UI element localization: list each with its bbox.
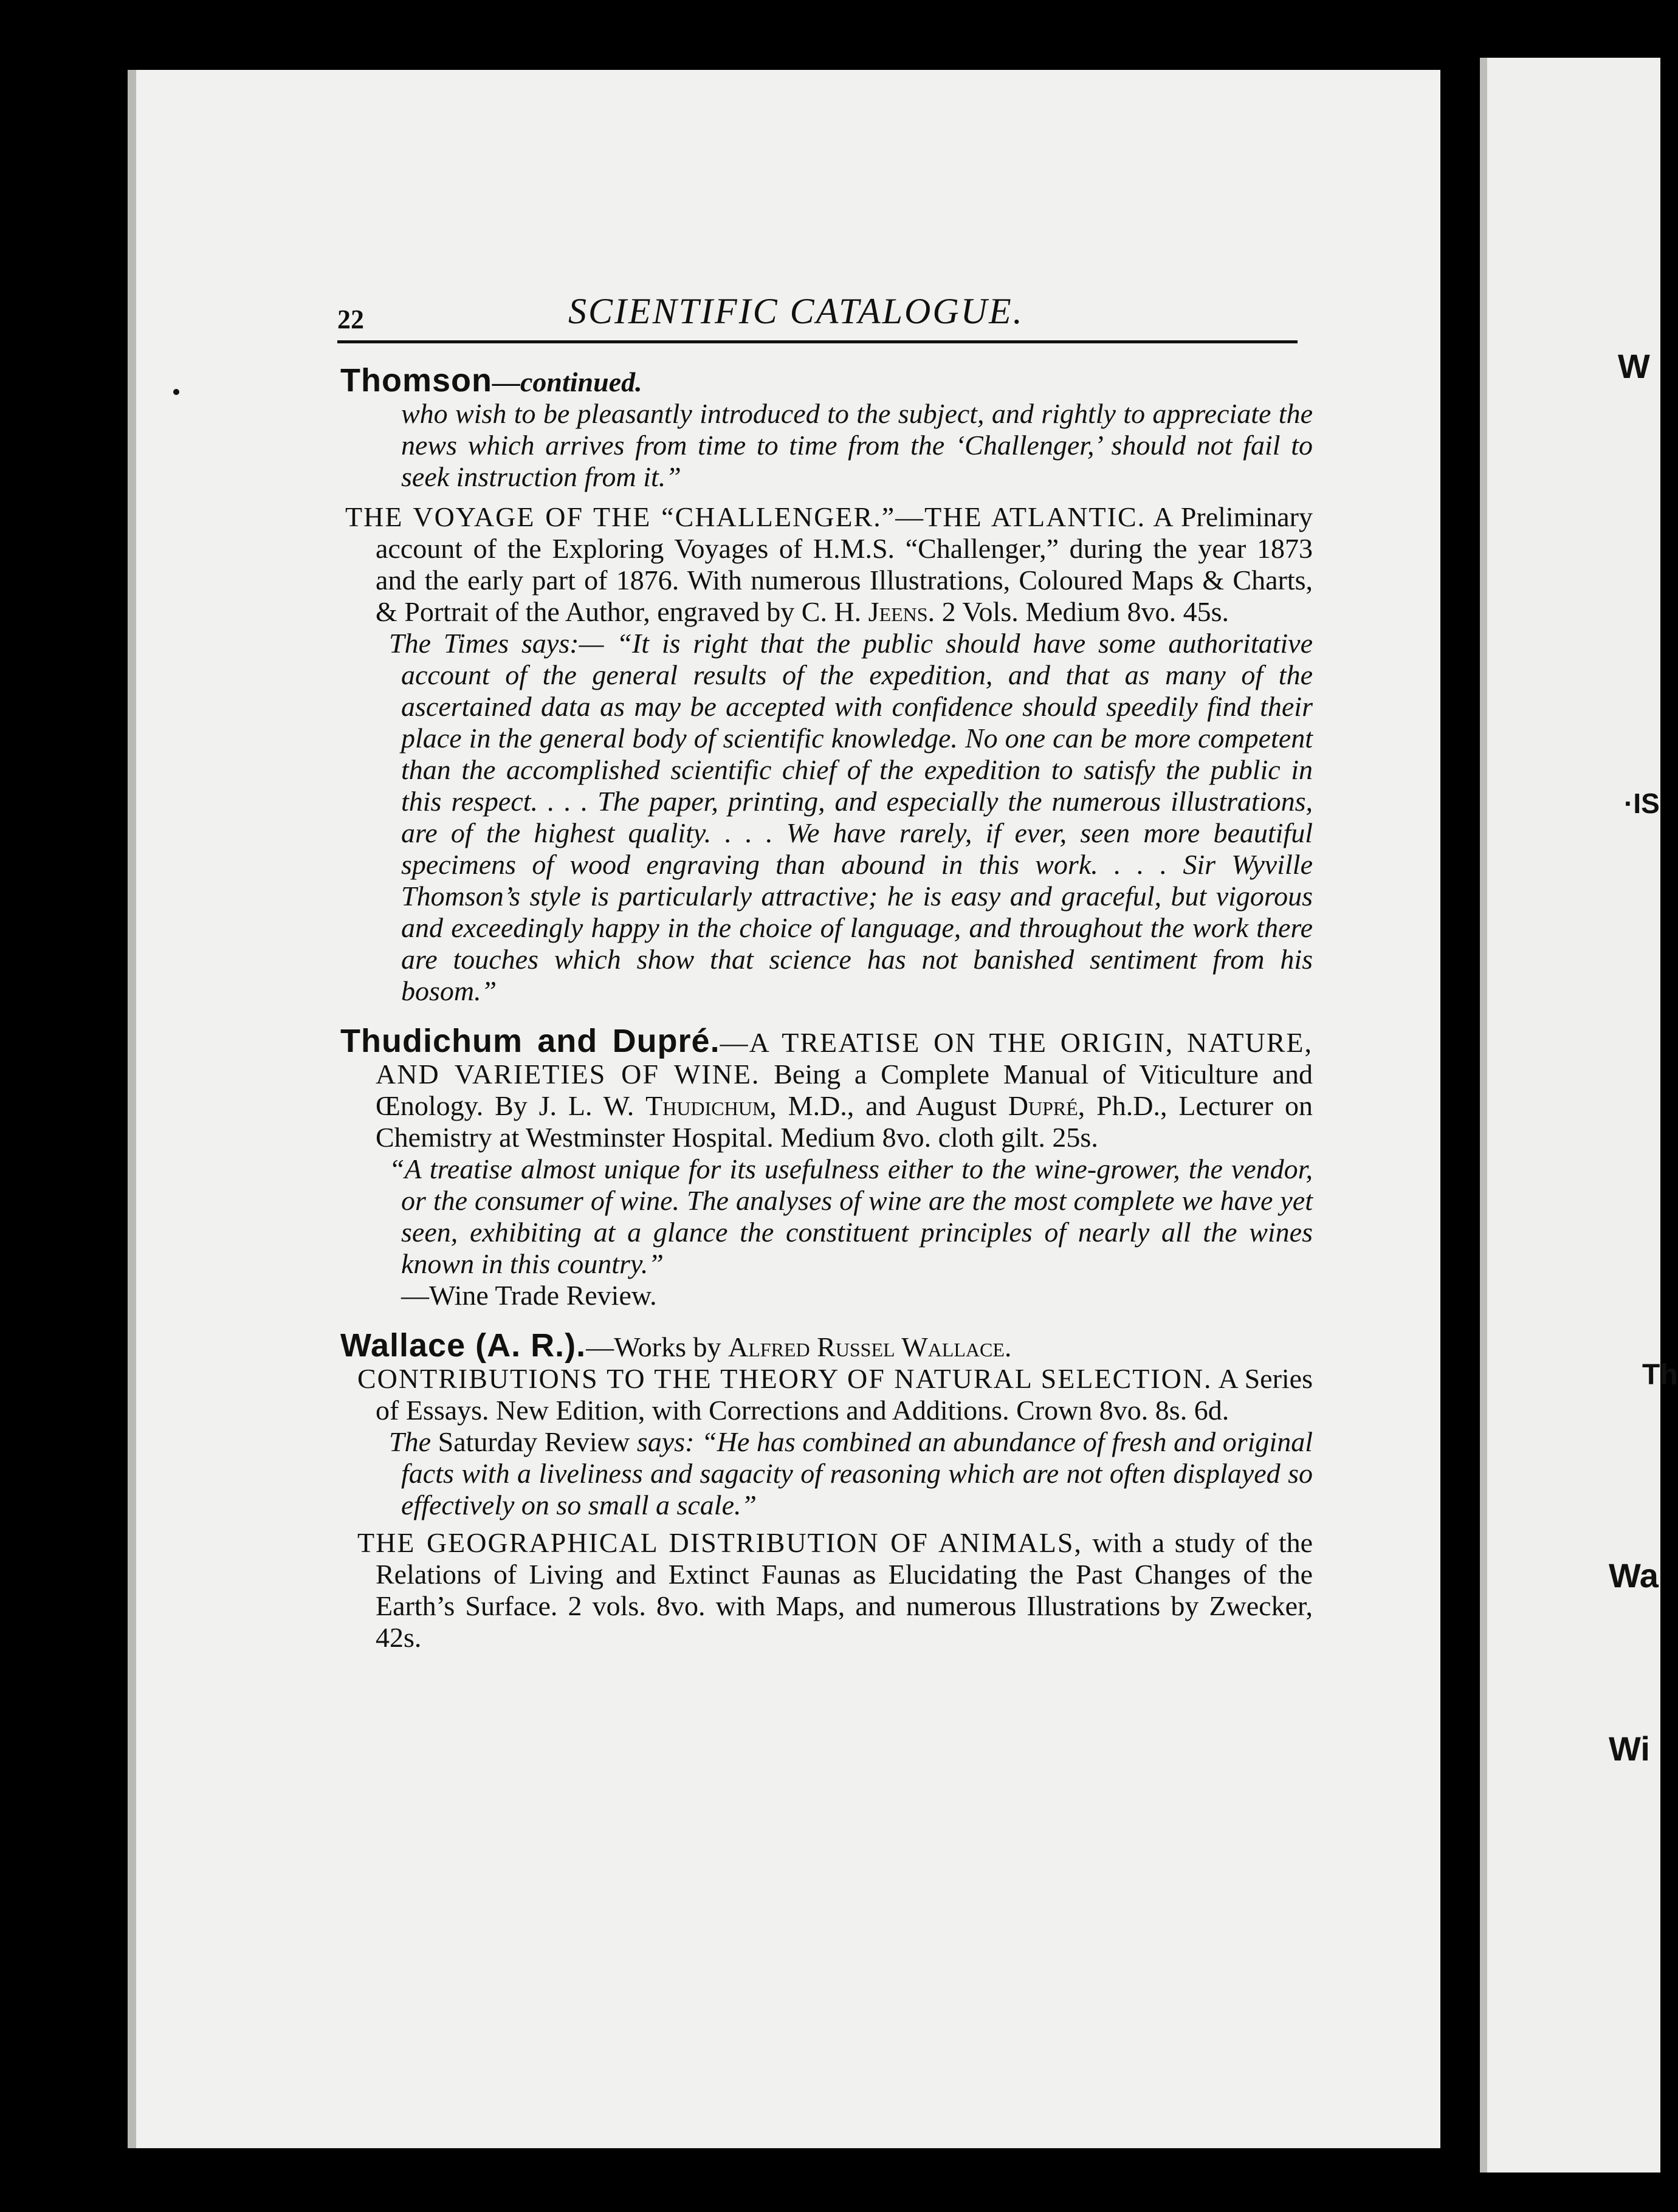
book-listing — [340, 1527, 1313, 1654]
review-paper: Saturday Review — [438, 1426, 630, 1457]
review-says: says:— — [521, 628, 604, 659]
author-full-name: Alfred Russel Wallace. — [728, 1331, 1012, 1362]
review-source: —Wine Trade Review. — [401, 1280, 657, 1311]
author-surname: Dupré — [1008, 1090, 1078, 1121]
right-fragment-3: Th — [1642, 1359, 1678, 1391]
right-fragment-2: ·IS — [1624, 788, 1660, 819]
book-title: THE GEOGRAPHICAL DISTRIBUTION OF ANIMALS, — [357, 1527, 1082, 1558]
review-source: The Times — [389, 628, 509, 659]
author-line — [340, 1327, 1313, 1364]
book-listing — [340, 1025, 1313, 1153]
book-listing — [340, 1363, 1313, 1426]
review-source: The — [389, 1426, 431, 1457]
book-description: with a study of the Relations of Living and Extinct Faunas as Elucidating the Past Changes of the Earth’s Surface. 2 vols. 8vo. with Maps, and numerous Illustrations by Zwecker, 42s. — [376, 1527, 1313, 1653]
continued-label: —continued. — [492, 366, 642, 397]
running-title: SCIENTIFIC CATALOGUE. — [568, 291, 1024, 331]
book-description: , M.D., and August — [769, 1090, 997, 1121]
review-block — [340, 1426, 1313, 1521]
review-text: “A treatise almost unique for its usefulness either to the wine-grower, the vendor, or the consumer of wine. The analyses of wine are the most complete we have yet seen, exhibiting at a glance the constituent principles of nearly all the wines known in this country.” — [389, 1153, 1313, 1279]
right-fragment-1: W — [1618, 347, 1650, 385]
book-title: CONTRIBUTIONS TO THE THEORY OF NATURAL SELECTION. — [357, 1363, 1212, 1394]
review-text: “It is right that the public should have some authoritative account of the general results of the expedition, and that as many of the ascertained data as may be accepted with confidence should speedily find their place in the general body of scientific knowledge. No one can be more competent than the accomplished scientific chief of the expedition to satisfy the public in this respect. . . . The paper, printing, and especially the numerous illustrations, are of the highest quality. . . . We have rarely, if ever, seen more beautiful specimens of wood engraving than abound in this work. . . . Sir Wyville Thomson’s style is particularly attractive; he is easy and graceful, but vigorous and exceedingly happy in the choice of language, and throughout the work there are touches which show that science has not banished sentiment from his bosom.” — [401, 628, 1313, 1006]
review-text: “He has combined an abundance of fresh and original facts with a liveliness and sagacity of reasoning which are not often displayed so effectively on so small a scale.” — [401, 1426, 1313, 1520]
book-title: THE VOYAGE OF THE “CHALLENGER.”—THE ATLANTIC. — [345, 501, 1146, 532]
right-fragment-5: Wi — [1609, 1729, 1650, 1768]
author-name: Wallace (A. R.). — [340, 1327, 586, 1364]
review-block — [340, 628, 1313, 1007]
entry-thudichum — [340, 1025, 1313, 1311]
author-name: Thudichum and Dupré. — [340, 1023, 720, 1059]
book-description: , Ph.D., Lecturer on Chemistry at Westminster Hospital. Medium 8vo. cloth gilt. 25s. — [376, 1090, 1313, 1153]
right-fragment-4: Wa — [1609, 1556, 1659, 1595]
author-surname: Thudichum — [645, 1090, 770, 1121]
book-title: —A TREATISE ON THE ORIGIN, NATURE, AND VARIETIES OF WINE. — [376, 1027, 1313, 1090]
ink-dot — [173, 389, 179, 395]
quote-continuation: who wish to be pleasantly introduced to the subject, and rightly to appreciate the news which arrives from time to time from the ‘Challenger,’ should not fail to seek instruction from it.” — [401, 398, 1313, 492]
page-header — [337, 286, 1298, 343]
review-says: says: — [636, 1426, 695, 1457]
catalogue-content — [340, 362, 1313, 1672]
book-price: 2 Vols. Medium 8vo. 45s. — [941, 596, 1229, 627]
book-description: Being a Complete Manual of Viticulture and Œnology. By J. L. W. — [376, 1059, 1313, 1121]
book-description: A Preliminary account of the Exploring Voyages of H.M.S. “Challenger,” during the year 1873 and the early part of 1876. With numerous Illustrations, Coloured Maps & Charts, & Portrait of the Author, engraved by — [376, 501, 1313, 627]
author-name: Thomson — [340, 362, 492, 399]
works-by-label: —Works by — [586, 1331, 721, 1362]
book-description: A Series of Essays. New Edition, with Corrections and Additions. Crown 8vo. 8s. 6d. — [376, 1363, 1313, 1426]
page-number: 22 — [337, 304, 364, 334]
book-listing — [340, 501, 1313, 628]
engraver-name: C. H. Jeens. — [801, 596, 935, 627]
entry-thomson — [340, 362, 1313, 1007]
right-page — [1480, 58, 1678, 2172]
entry-wallace — [340, 1327, 1313, 1654]
